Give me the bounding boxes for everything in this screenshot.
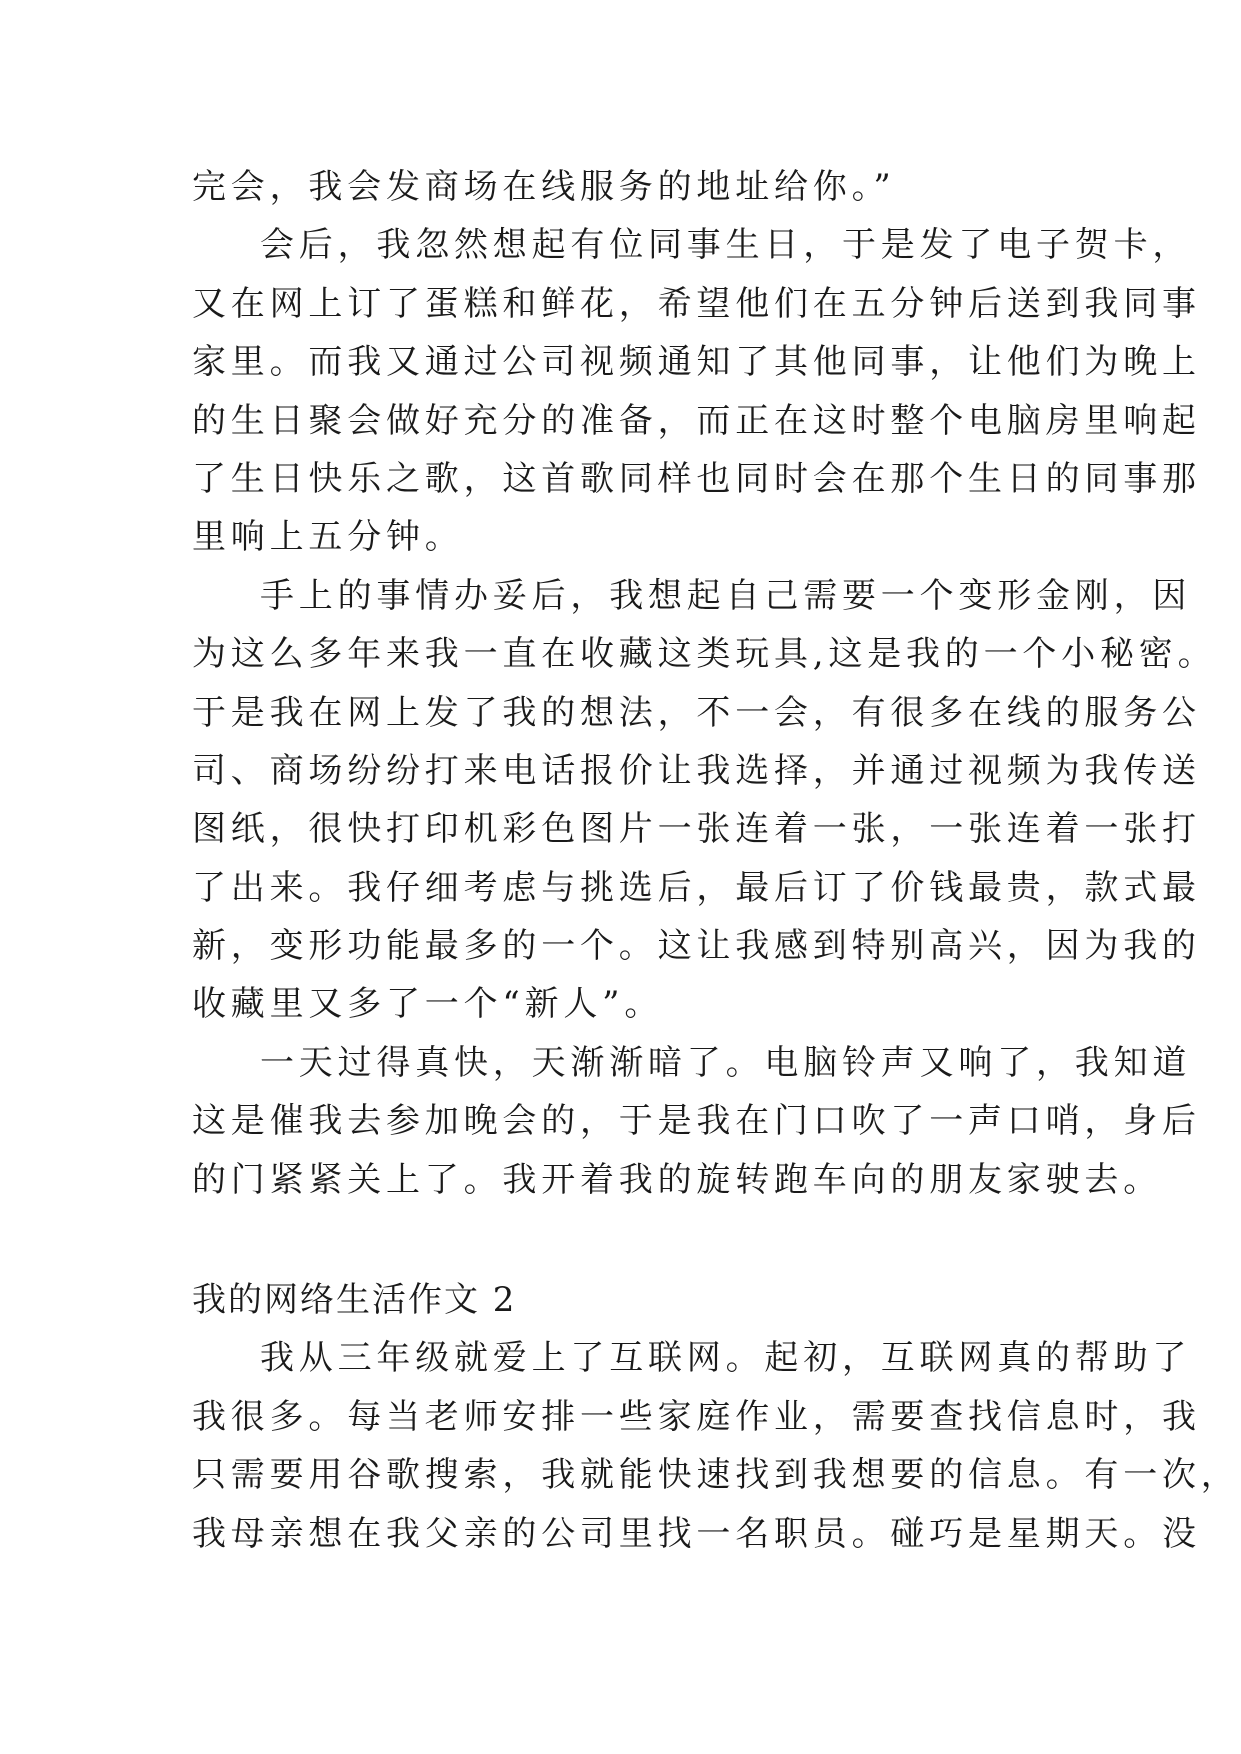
text-line: 又在网上订了蛋糕和鲜花，希望他们在五分钟后送到我同事: [192, 283, 1201, 324]
text-line: 我从三年级就爱上了互联网。起初，互联网真的帮助了: [260, 1338, 1192, 1379]
text-line: 会后，我忽然想起有位同事生日，于是发了电子贺卡，: [260, 225, 1192, 266]
text-line: 里响上五分钟。: [192, 517, 464, 558]
text-line: 为这么多年来我一直在收藏这类玩具,这是我的一个小秘密。: [192, 634, 1217, 675]
text-line: 的门紧紧关上了。我开着我的旋转跑车向的朋友家驶去。: [192, 1159, 1162, 1200]
text-line: 我母亲想在我父亲的公司里找一名职员。碰巧是星期天。没: [192, 1513, 1201, 1554]
paragraph-gap: [192, 1209, 1062, 1271]
text-line: 图纸，很快打印机彩色图片一张连着一张，一张连着一张打: [192, 809, 1201, 850]
text-line: 收藏里又多了一个“新人”。: [192, 984, 664, 1025]
document-body: [192, 158, 1240, 1563]
text-line: 我很多。每当老师安排一些家庭作业，需要查找信息时，我: [192, 1396, 1201, 1437]
section-heading: 我的网络生活作文 2: [192, 1280, 517, 1321]
text-line: 的生日聚会做好充分的准备，而正在这时整个电脑房里响起: [192, 400, 1201, 441]
text-line: 手上的事情办妥后，我想起自己需要一个变形金刚，因: [260, 575, 1192, 616]
text-line: 只需要用谷歌搜索，我就能快速找到我想要的信息。有一次，: [192, 1455, 1240, 1496]
text-line: 一天过得真快，天渐渐暗了。电脑铃声又响了，我知道: [260, 1042, 1192, 1083]
text-line: 了出来。我仔细考虑与挑选后，最后订了价钱最贵，款式最: [192, 867, 1201, 908]
text-line: 了生日快乐之歌，这首歌同样也同时会在那个生日的同事那: [192, 458, 1201, 499]
text-line: 这是催我去参加晚会的，于是我在门口吹了一声口哨，身后: [192, 1101, 1201, 1142]
text-line: 于是我在网上发了我的想法，不一会，有很多在线的服务公: [192, 692, 1201, 733]
text-line: 家里。而我又通过公司视频通知了其他同事，让他们为晚上: [192, 342, 1201, 383]
text-line: 新，变形功能最多的一个。这让我感到特别高兴，因为我的: [192, 926, 1201, 967]
text-line: 司、商场纷纷打来电话报价让我选择，并通过视频为我传送: [192, 750, 1201, 791]
text-line: 完会，我会发商场在线服务的地址给你。”: [192, 167, 896, 207]
